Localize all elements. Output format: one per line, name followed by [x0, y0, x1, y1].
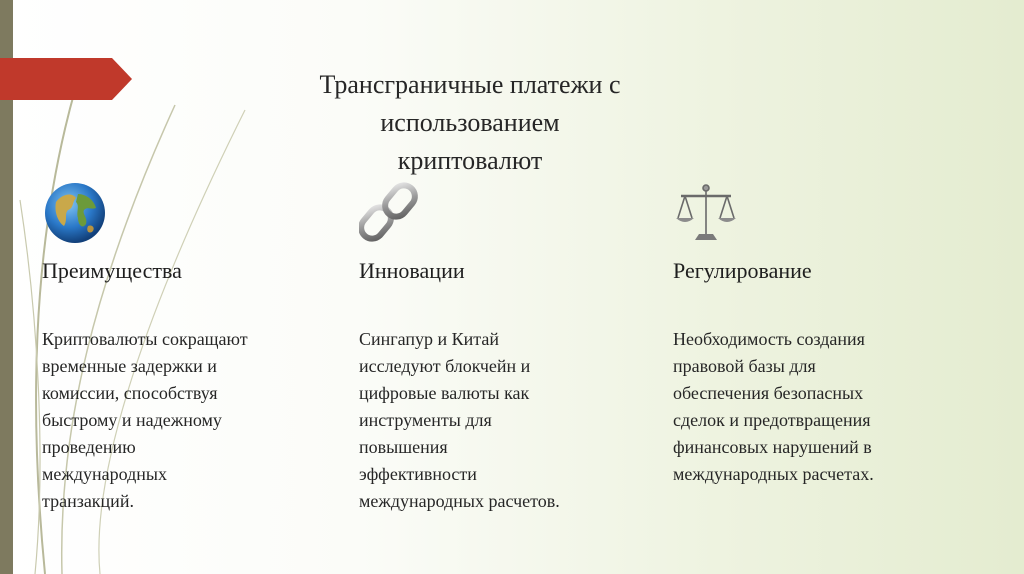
text-line: проведению [42, 437, 136, 457]
text-line: обеспечения безопасных [673, 383, 864, 403]
text-regulation [673, 326, 963, 488]
column-regulation [673, 180, 973, 484]
slide-title-line-2: криптовалют [397, 146, 543, 175]
slide-title [255, 66, 685, 180]
text-line: исследуют блокчейн и [359, 356, 531, 376]
text-line: транзакций. [42, 491, 134, 511]
column-innovations [359, 180, 659, 511]
text-line: правовой базы для [673, 356, 816, 376]
text-line: Сингапур и Китай [359, 329, 500, 349]
text-line: временные задержки и [42, 356, 217, 376]
text-line: цифровые валюты как [359, 383, 530, 403]
text-advantages [42, 326, 332, 515]
text-line: инструменты для [359, 410, 492, 430]
text-line: комиссии, способствуя [42, 383, 218, 403]
text-line: международных [42, 464, 167, 484]
text-line: международных расчетов. [359, 491, 560, 511]
text-line: быстрому и надежному [42, 410, 222, 430]
chain-link-icon [359, 180, 425, 246]
text-line: сделок и предотвращения [673, 410, 871, 430]
text-line: Криптовалюты сокращают [42, 329, 248, 349]
heading-regulation: Регулирование [673, 258, 812, 283]
heading-innovations: Инновации [359, 258, 465, 283]
heading-advantages: Преимущества [42, 258, 182, 283]
text-line: международных расчетах. [673, 464, 874, 484]
text-innovations [359, 326, 649, 515]
text-line: Необходимость создания [673, 329, 865, 349]
title-accent-tab [0, 58, 132, 100]
column-advantages [42, 180, 342, 511]
text-line: эффективности [359, 464, 477, 484]
text-line: финансовых нарушений в [673, 437, 872, 457]
globe-icon [42, 180, 108, 246]
scales-icon [673, 180, 739, 246]
text-line: повышения [359, 437, 448, 457]
slide-title-line-1: Трансграничные платежи с использованием [319, 70, 621, 137]
